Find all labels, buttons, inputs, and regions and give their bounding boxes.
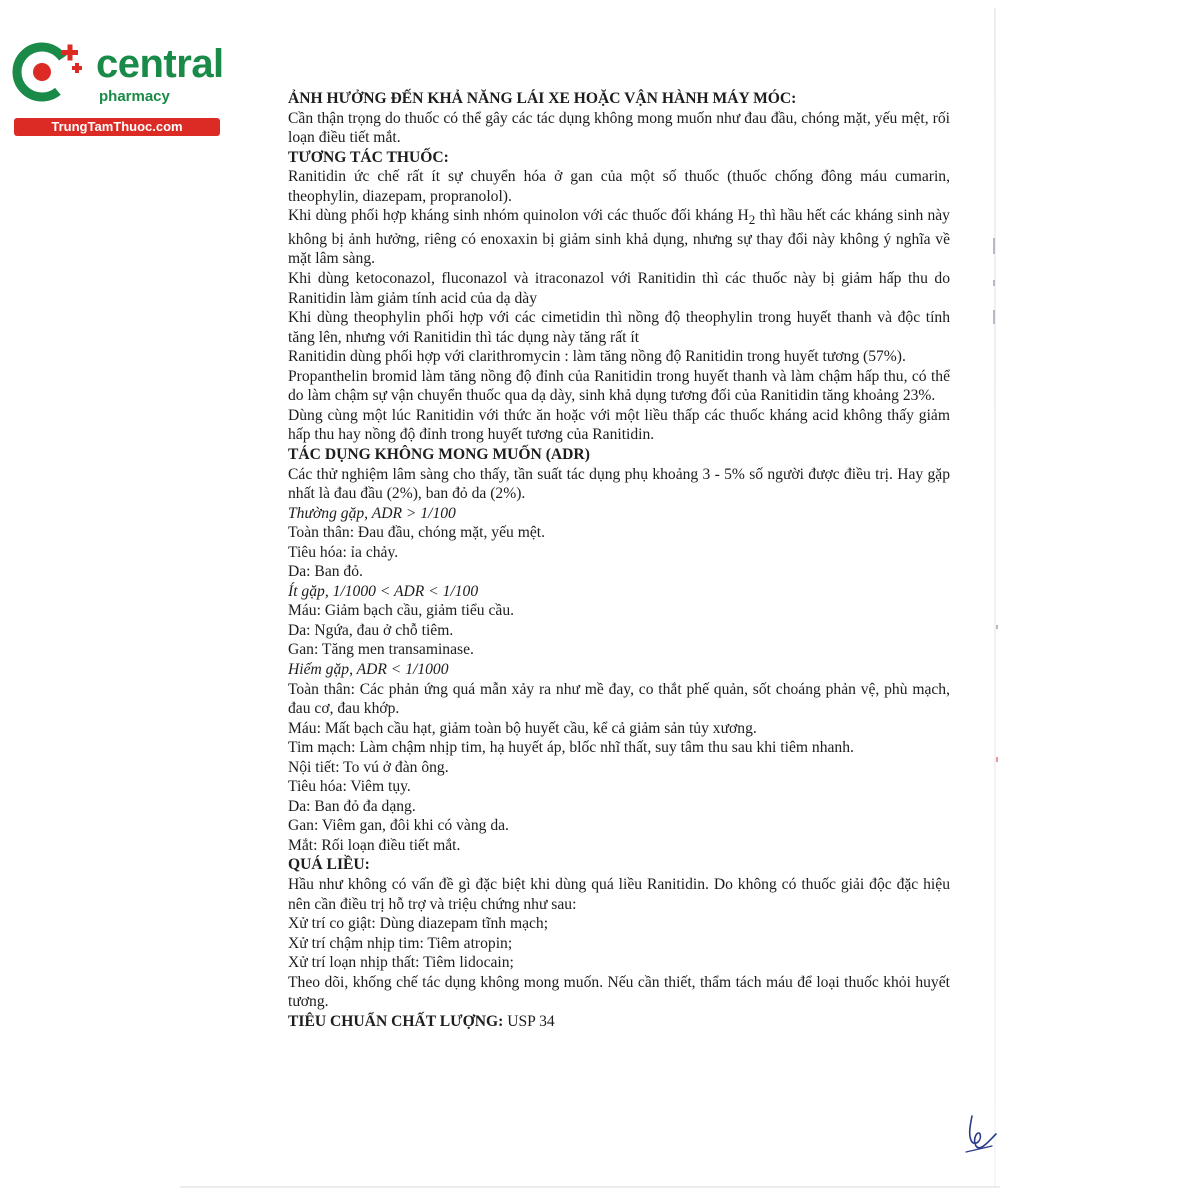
logo-site-banner: TrungTamThuoc.com bbox=[14, 118, 220, 136]
adr-intro: Các thử nghiệm lâm sàng cho thấy, tần suất tác dụng phụ khoảng 3 - 5% số người được điều trị. Hay gặp nhất là đau đầu (2%), ban đỏ da (2%). bbox=[288, 465, 950, 503]
adr-common-item: Da: Ban đỏ. bbox=[288, 563, 363, 581]
overdose-item: Xử trí loạn nhịp thất: Tiêm lidocain; bbox=[288, 954, 514, 972]
interactions-p2-sub: 2 bbox=[748, 212, 756, 228]
quality-standard bbox=[288, 1012, 950, 1032]
page-edge-bottom bbox=[180, 1186, 1000, 1188]
adr-rare-item: Máu: Mất bạch cầu hạt, giảm toàn bộ huyết cầu, kể cả giảm sản tủy xương. bbox=[288, 719, 757, 737]
interactions-p3: Khi dùng ketoconazol, fluconazol và itraconazol với Ranitidin thì các thuốc này bị giảm hấp thu do Ranitidin làm giảm tính acid của dạ dày bbox=[288, 270, 950, 307]
adr-common-item: Toàn thân: Đau đầu, chóng mặt, yếu mệt. bbox=[288, 524, 545, 542]
interactions-p5: Ranitidin dùng phối hợp với clarithromycin : làm tăng nồng độ Ranitidin trong huyết tương (57%). bbox=[288, 348, 906, 366]
adr-rare-item: Gan: Viêm gan, đôi khi có vàng da. bbox=[288, 817, 509, 835]
adr-uncommon-label: Ít gặp, 1/1000 < ADR < 1/100 bbox=[288, 582, 479, 600]
quality-standard-label: TIÊU CHUẨN CHẤT LƯỢNG: bbox=[288, 1012, 504, 1030]
interactions-p4: Khi dùng theophylin phối hợp với các cimetidin thì nồng độ theophylin trong huyết thanh và độc tính tăng lên, nhưng với Ranitidin thì tác dụng này tăng rất ít bbox=[288, 309, 950, 346]
adr-common-item: Tiêu hóa: ỉa chảy. bbox=[288, 543, 399, 561]
heading-interactions: TƯƠNG TÁC THUỐC: bbox=[288, 148, 449, 166]
logo-brand: central bbox=[96, 42, 224, 86]
adr-rare-item: Mắt: Rối loạn điều tiết mắt. bbox=[288, 836, 461, 854]
scan-mark bbox=[993, 238, 995, 254]
pharmacy-logo bbox=[10, 38, 222, 138]
overdose-item: Xử trí chậm nhịp tim: Tiêm atropin; bbox=[288, 934, 513, 952]
scan-mark bbox=[996, 757, 998, 762]
logo-c-cross-icon bbox=[10, 38, 92, 104]
logo-sub: pharmacy bbox=[99, 88, 170, 105]
heading-overdose: QUÁ LIỀU: bbox=[288, 856, 370, 874]
scan-mark bbox=[996, 625, 998, 629]
overdose-intro: Hầu như không có vấn đề gì đặc biệt khi dùng quá liều Ranitidin. Do không có thuốc giải độc đặc hiệu nên cần điều trị hỗ trợ và triệu chứng như sau: bbox=[288, 875, 950, 913]
adr-rare-item: Da: Ban đỏ đa dạng. bbox=[288, 797, 416, 815]
interactions-p2-b: thì hầu hết các kháng sinh này không bị ảnh hưởng, riêng có enoxaxin bị giảm sinh khả dụng, nhưng sự thay đổi này không ý nghĩa về mặt lâm sàng. bbox=[288, 207, 950, 268]
heading-driving: ẢNH HƯỞNG ĐẾN KHẢ NĂNG LÁI XE HOẶC VẬN HÀNH MÁY MÓC: bbox=[288, 90, 797, 107]
adr-rare-item: Tiêu hóa: Viêm tụy. bbox=[288, 778, 411, 796]
adr-rare-item: Toàn thân: Các phản ứng quá mẫn xảy ra như mề đay, co thắt phế quản, sốt choáng phản vệ, phù mạch, đau cơ, đau khớp. bbox=[288, 680, 950, 718]
document-body bbox=[288, 89, 950, 1031]
interactions-p2 bbox=[288, 206, 950, 269]
adr-uncommon-item: Gan: Tăng men transaminase. bbox=[288, 641, 474, 659]
adr-rare-label: Hiếm gặp, ADR < 1/1000 bbox=[288, 660, 449, 678]
heading-adr: TÁC DỤNG KHÔNG MONG MUỐN (ADR) bbox=[288, 445, 590, 463]
driving-text: Cần thận trọng do thuốc có thể gây các tác dụng không mong muốn như đau đầu, chóng mặt, yếu mệt, rối loạn điều tiết mắt. bbox=[288, 109, 950, 147]
adr-rare-item: Tim mạch: Làm chậm nhịp tim, hạ huyết áp, blốc nhĩ thất, suy tâm thu sau khi tiêm nhanh. bbox=[288, 739, 854, 757]
adr-uncommon-item: Da: Ngứa, đau ở chỗ tiêm. bbox=[288, 621, 454, 639]
scan-mark bbox=[993, 310, 995, 324]
scan-mark bbox=[993, 280, 995, 286]
overdose-item: Theo dõi, khống chế tác dụng không mong muốn. Nếu cần thiết, thẩm tách máu để loại thuốc khỏi huyết tương. bbox=[288, 973, 950, 1011]
page-edge-right bbox=[994, 8, 996, 1188]
quality-standard-value: USP 34 bbox=[503, 1012, 555, 1030]
signature-mark bbox=[962, 1112, 1002, 1156]
adr-rare-item: Nội tiết: To vú ở đàn ông. bbox=[288, 758, 449, 776]
interactions-p7: Dùng cùng một lúc Ranitidin với thức ăn hoặc với một liều thấp các thuốc kháng acid không thấy giảm hấp thu hay nồng độ đỉnh trong huyết tương của Ranitidin. bbox=[288, 406, 950, 444]
interactions-p6: Propanthelin bromid làm tăng nồng độ đỉnh của Ranitidin trong huyết thanh và làm chậm hấp thu, có thể do làm chậm sự vận chuyển thuốc qua dạ dày, sinh khả dụng tương đối của Ranitidin tăng khoảng 23%. bbox=[288, 367, 950, 405]
interactions-p1: Ranitidin ức chế rất ít sự chuyển hóa ở gan của một số thuốc (thuốc chống đông máu cumarin, theophylin, diazepam, propranolol). bbox=[288, 168, 950, 205]
interactions-p2-a: Khi dùng phối hợp kháng sinh nhóm quinolon với các thuốc đối kháng H bbox=[288, 207, 749, 225]
adr-common-label: Thường gặp, ADR > 1/100 bbox=[288, 504, 456, 522]
adr-uncommon-item: Máu: Giảm bạch cầu, giảm tiểu cầu. bbox=[288, 602, 515, 620]
overdose-item: Xử trí co giật: Dùng diazepam tĩnh mạch; bbox=[288, 915, 549, 933]
